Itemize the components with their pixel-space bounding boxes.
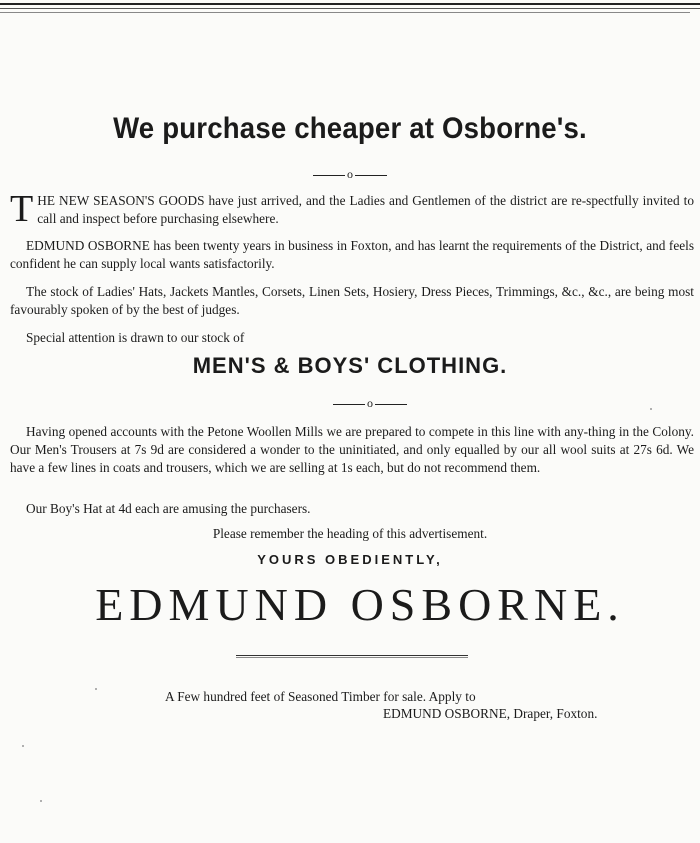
timber-line-2: EDMUND OSBORNE, Draper, Foxton. (383, 706, 598, 721)
hats-paragraph: Our Boy's Hat at 4d each are amusing the purchasers. (26, 501, 311, 516)
reminder-line: Please remember the heading of this advertisement. (212, 526, 488, 541)
top-border-rule (0, 3, 700, 5)
intro-text: HE NEW SEASON'S GOODS have just arrived, and the Ladies and Gentlemen of the district are re-spectfully invited to call and inspect before purchasing elsewhere. (37, 193, 694, 226)
petone-paragraph: Having opened accounts with the Petone Woollen Mills we are prepared to compete in this line with any-thing in the Colony. Our Men's Trousers at 7s 9d are considered a wonder to the uninitiated, and only equalled by our all wool suits at 27s 6d. We have a few lines in coats and trousers, which we are selling at 1s each, but do not recommend them. (10, 424, 694, 475)
headline: We purchase cheaper at Osborne's. (113, 112, 587, 145)
print-speck (40, 800, 42, 802)
print-speck (650, 408, 652, 410)
bottom-rule-thin (236, 657, 468, 658)
special-paragraph: Special attention is drawn to our stock of (26, 330, 245, 345)
separator (0, 167, 700, 182)
closing-line: YOURS OBEDIENTLY, (257, 552, 443, 567)
separator-2 (0, 396, 700, 411)
print-speck (22, 745, 24, 747)
intro-paragraph (10, 188, 694, 230)
timber-line-1: A Few hundred feet of Seasoned Timber for sale. Apply to (165, 689, 476, 704)
business-paragraph: EDMUND OSBORNE has been twenty years in business in Foxton, and has learnt the requirements of the District, and feels confident he can supply local wants satisfactorily. (10, 238, 694, 271)
top-border-rule-thin (0, 12, 690, 13)
clothing-heading: MEN'S & BOYS' CLOTHING. (192, 353, 508, 378)
stock-paragraph: The stock of Ladies' Hats, Jackets Mantles, Corsets, Linen Sets, Hosiery, Dress Pieces, Trimmings, &c., &c., are being most favourably spoken of by the best of judges. (10, 284, 694, 317)
top-border-rule-inner (0, 8, 700, 9)
signature-name: EDMUND OSBORNE. (95, 579, 625, 630)
separator-mark: o (347, 167, 353, 181)
separator-mark-2: o (367, 396, 373, 410)
bottom-rule (236, 655, 468, 656)
print-speck (95, 688, 97, 690)
drop-cap: T (10, 188, 34, 230)
